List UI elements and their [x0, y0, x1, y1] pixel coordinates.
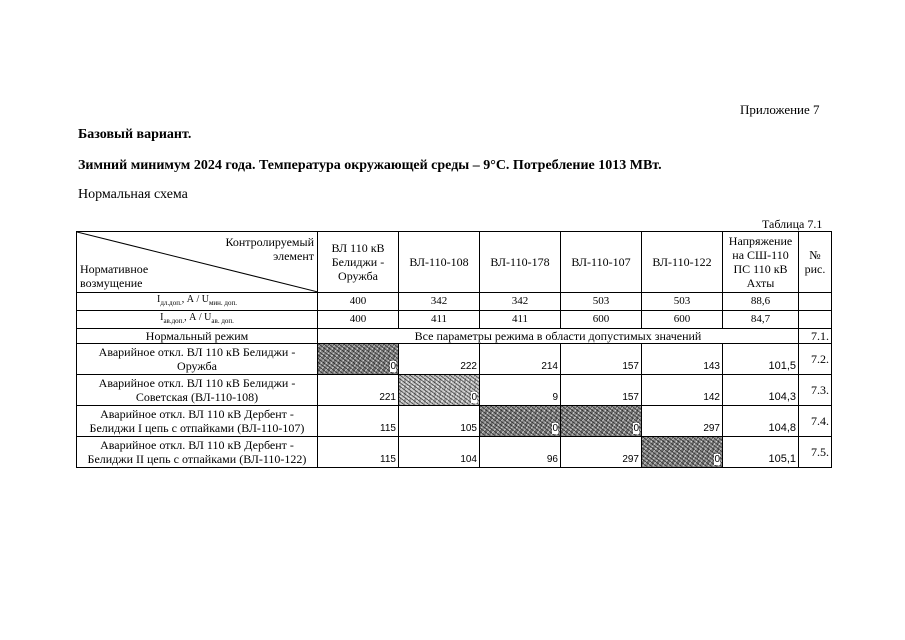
- limit-empty: [799, 293, 832, 311]
- limit-value: 411: [480, 311, 561, 329]
- scheme-label: Нормальная схема: [78, 187, 188, 202]
- limit-value: 342: [480, 293, 561, 311]
- disturbance-label: Аварийное откл. ВЛ 110 кВ Дербент - Белиджи I цепь с отпайками (ВЛ-110-107): [77, 406, 318, 437]
- current-value: 96: [480, 437, 561, 468]
- disturbance-label: Аварийное откл. ВЛ 110 кВ Белиджи - Оружба: [77, 344, 318, 375]
- header-controlled-element: Контролируемый элемент: [225, 235, 314, 263]
- outaged-cell: 0: [561, 406, 642, 437]
- outaged-cell: 0: [480, 406, 561, 437]
- limit-value: 84,7: [723, 311, 799, 329]
- figure-number: 7.4.: [799, 406, 832, 437]
- header-col-vl-110-122: ВЛ-110-122: [642, 232, 723, 293]
- normal-mode-row: [77, 329, 832, 344]
- limit-value: 400: [318, 293, 399, 311]
- outaged-cell: 0: [399, 375, 480, 406]
- header-disturbance: Нормативное возмущение: [80, 262, 149, 290]
- current-value: 105: [399, 406, 480, 437]
- voltage-value: 105,1: [723, 437, 799, 468]
- current-value: 157: [561, 344, 642, 375]
- results-table: [76, 231, 832, 468]
- outaged-cell: 0: [318, 344, 399, 375]
- current-value: 115: [318, 406, 399, 437]
- figure-number: 7.1.: [799, 329, 832, 344]
- header-col-vl-110-108: ВЛ-110-108: [399, 232, 480, 293]
- table-row: [77, 344, 832, 375]
- current-value: 143: [642, 344, 723, 375]
- table-row: [77, 437, 832, 468]
- current-value: 115: [318, 437, 399, 468]
- current-value: 142: [642, 375, 723, 406]
- figure-number: 7.5.: [799, 437, 832, 468]
- figure-number: 7.2.: [799, 344, 832, 375]
- limit-row-emergency: [77, 311, 832, 329]
- disturbance-label: Аварийное откл. ВЛ 110 кВ Дербент - Белиджи II цепь с отпайками (ВЛ-110-122): [77, 437, 318, 468]
- table-row: [77, 406, 832, 437]
- header-col-fig-number: № рис.: [799, 232, 832, 293]
- limit-value: 88,6: [723, 293, 799, 311]
- header-col-vl-110-107: ВЛ-110-107: [561, 232, 642, 293]
- limit-empty: [799, 311, 832, 329]
- limit-value: 503: [642, 293, 723, 311]
- appendix-label: Приложение 7: [740, 102, 820, 117]
- outaged-cell: 0: [642, 437, 723, 468]
- voltage-value: 101,5: [723, 344, 799, 375]
- limit-value: 411: [399, 311, 480, 329]
- header-col-belidzhi-oruzhba: ВЛ 110 кВ Белиджи - Оружба: [318, 232, 399, 293]
- limit-row-long: [77, 293, 832, 311]
- header-col-vl-110-178: ВЛ-110-178: [480, 232, 561, 293]
- limit-value: 342: [399, 293, 480, 311]
- document-title: Базовый вариант.: [78, 127, 192, 142]
- current-value: 157: [561, 375, 642, 406]
- header-col-voltage: Напряжение на СШ-110 ПС 110 кВ Ахты: [723, 232, 799, 293]
- normal-mode-text: Все параметры режима в области допустимых значений: [318, 329, 799, 344]
- current-value: 222: [399, 344, 480, 375]
- limit-label-long: $I_{дл.доп.}$, А / $U_{мин. доп.}$: [77, 293, 318, 311]
- limit-label-emergency: $I_{ав.доп.}$, А / $U_{ав. доп.}$: [77, 311, 318, 329]
- current-value: 297: [642, 406, 723, 437]
- figure-number: 7.3.: [799, 375, 832, 406]
- current-value: 221: [318, 375, 399, 406]
- table-caption: Таблица 7.1: [762, 217, 823, 231]
- document-subtitle: Зимний минимум 2024 года. Температура окружающей среды – 9°С. Потребление 1013 МВт.: [78, 158, 662, 173]
- disturbance-label: Аварийное откл. ВЛ 110 кВ Белиджи - Советская (ВЛ-110-108): [77, 375, 318, 406]
- limit-value: 600: [642, 311, 723, 329]
- current-value: 297: [561, 437, 642, 468]
- limit-value: 600: [561, 311, 642, 329]
- header-corner: [77, 232, 318, 293]
- current-value: 214: [480, 344, 561, 375]
- table-row: [77, 375, 832, 406]
- limit-value: 503: [561, 293, 642, 311]
- normal-mode-label: Нормальный режим: [77, 329, 318, 344]
- voltage-value: 104,3: [723, 375, 799, 406]
- current-value: 9: [480, 375, 561, 406]
- limit-value: 400: [318, 311, 399, 329]
- header-row: [77, 232, 832, 293]
- voltage-value: 104,8: [723, 406, 799, 437]
- current-value: 104: [399, 437, 480, 468]
